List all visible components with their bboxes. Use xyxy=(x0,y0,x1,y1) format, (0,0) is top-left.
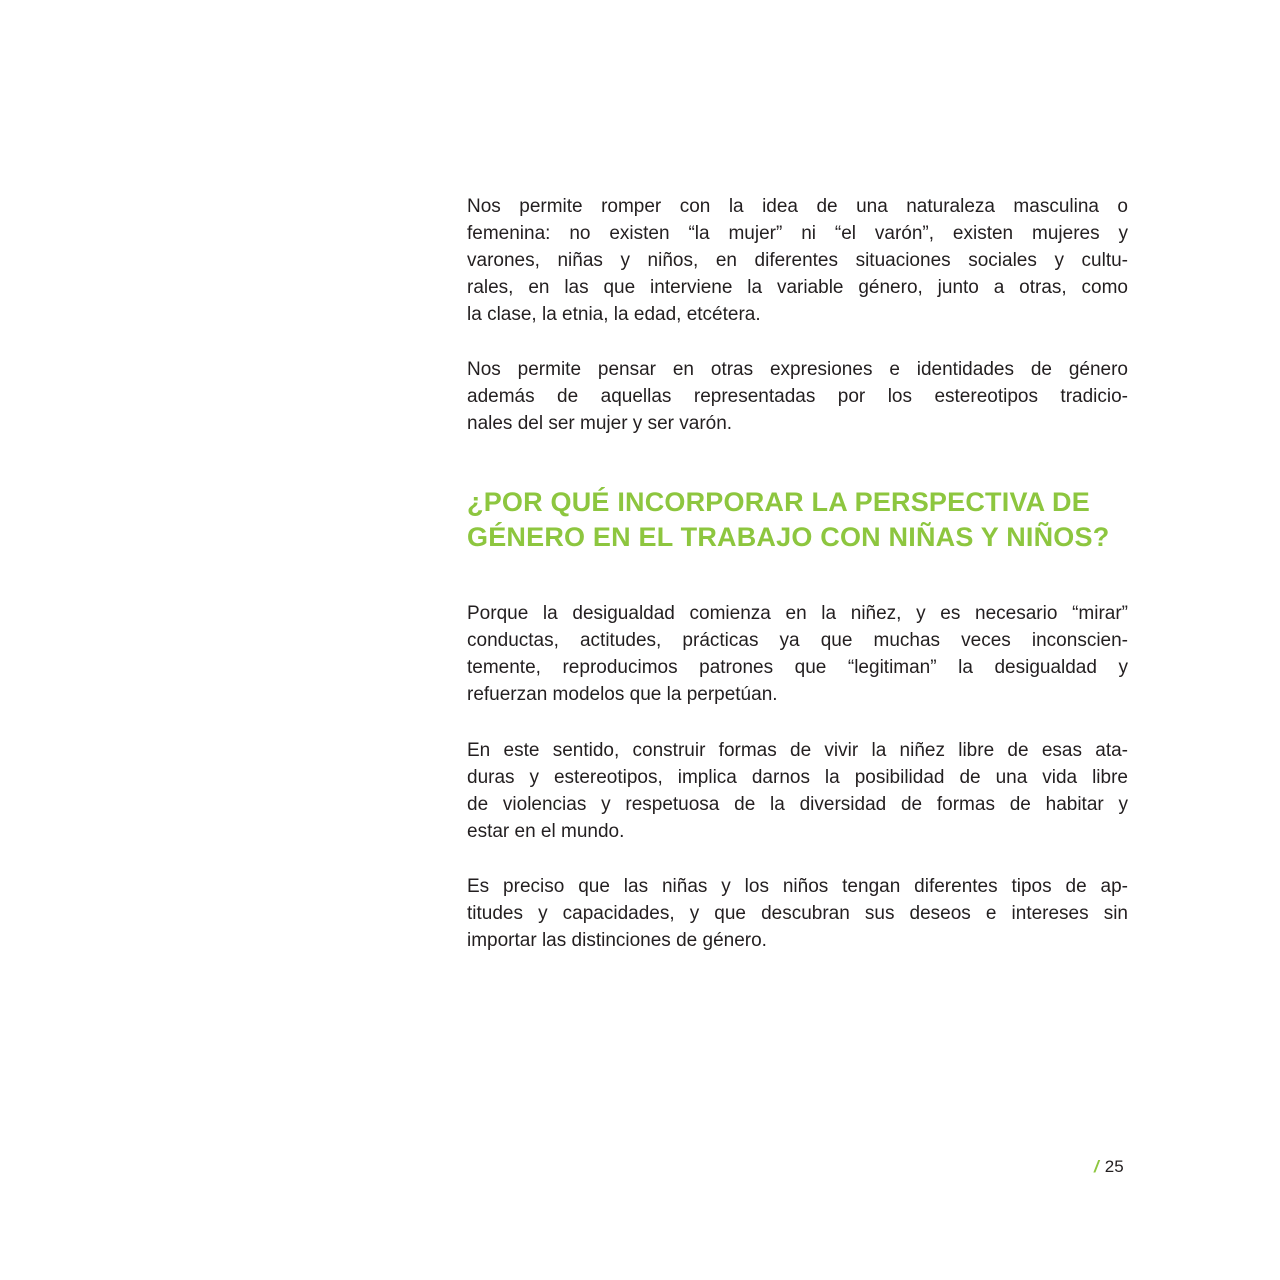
paragraph-3 xyxy=(467,600,1128,708)
page-number-value: 25 xyxy=(1104,1157,1124,1176)
text-line: temente, reproducimos patrones que “legitiman” la desigualdad y xyxy=(467,657,1128,678)
text-line: refuerzan modelos que la perpetúan. xyxy=(467,684,778,705)
text-line: Nos permite romper con la idea de una naturaleza masculina o xyxy=(467,196,1128,217)
text-line: duras y estereotipos, implica darnos la posibilidad de una vida libre xyxy=(467,767,1128,788)
text-line: conductas, actitudes, prácticas ya que muchas veces inconscien- xyxy=(467,630,1128,651)
text-line: la clase, la etnia, la edad, etcétera. xyxy=(467,304,761,325)
text-line: Es preciso que las niñas y los niños tengan diferentes tipos de ap- xyxy=(467,876,1128,897)
text-line: de violencias y respetuosa de la diversidad de formas de habitar y xyxy=(467,794,1128,815)
text-line: rales, en las que interviene la variable género, junto a otras, como xyxy=(467,277,1128,298)
page-number-slash: / xyxy=(1094,1157,1099,1176)
paragraph-4 xyxy=(467,737,1128,845)
text-line: Nos permite pensar en otras expresiones e identidades de género xyxy=(467,359,1128,380)
text-line: En este sentido, construir formas de vivir la niñez libre de esas ata- xyxy=(467,740,1128,761)
heading-line: ¿POR QUÉ INCORPORAR LA PERSPECTIVA DE xyxy=(467,487,1090,517)
paragraph-1 xyxy=(467,193,1128,328)
text-line: titudes y capacidades, y que descubran sus deseos e intereses sin xyxy=(467,903,1128,924)
text-line: femenina: no existen “la mujer” ni “el varón”, existen mujeres y xyxy=(467,223,1128,244)
paragraph-5 xyxy=(467,873,1128,954)
heading-line: GÉNERO EN EL TRABAJO CON NIÑAS Y NIÑOS? xyxy=(467,522,1110,552)
paragraph-2 xyxy=(467,356,1128,437)
text-line: Porque la desigualdad comienza en la niñez, y es necesario “mirar” xyxy=(467,603,1128,624)
section-heading xyxy=(467,485,1147,555)
text-line: varones, niñas y niños, en diferentes situaciones sociales y cultu- xyxy=(467,250,1128,271)
text-line: nales del ser mujer y ser varón. xyxy=(467,413,733,434)
text-line: además de aquellas representadas por los estereotipos tradicio- xyxy=(467,386,1128,407)
text-line: importar las distinciones de género. xyxy=(467,930,767,951)
text-line: estar en el mundo. xyxy=(467,821,625,842)
page-number xyxy=(1094,1157,1124,1177)
